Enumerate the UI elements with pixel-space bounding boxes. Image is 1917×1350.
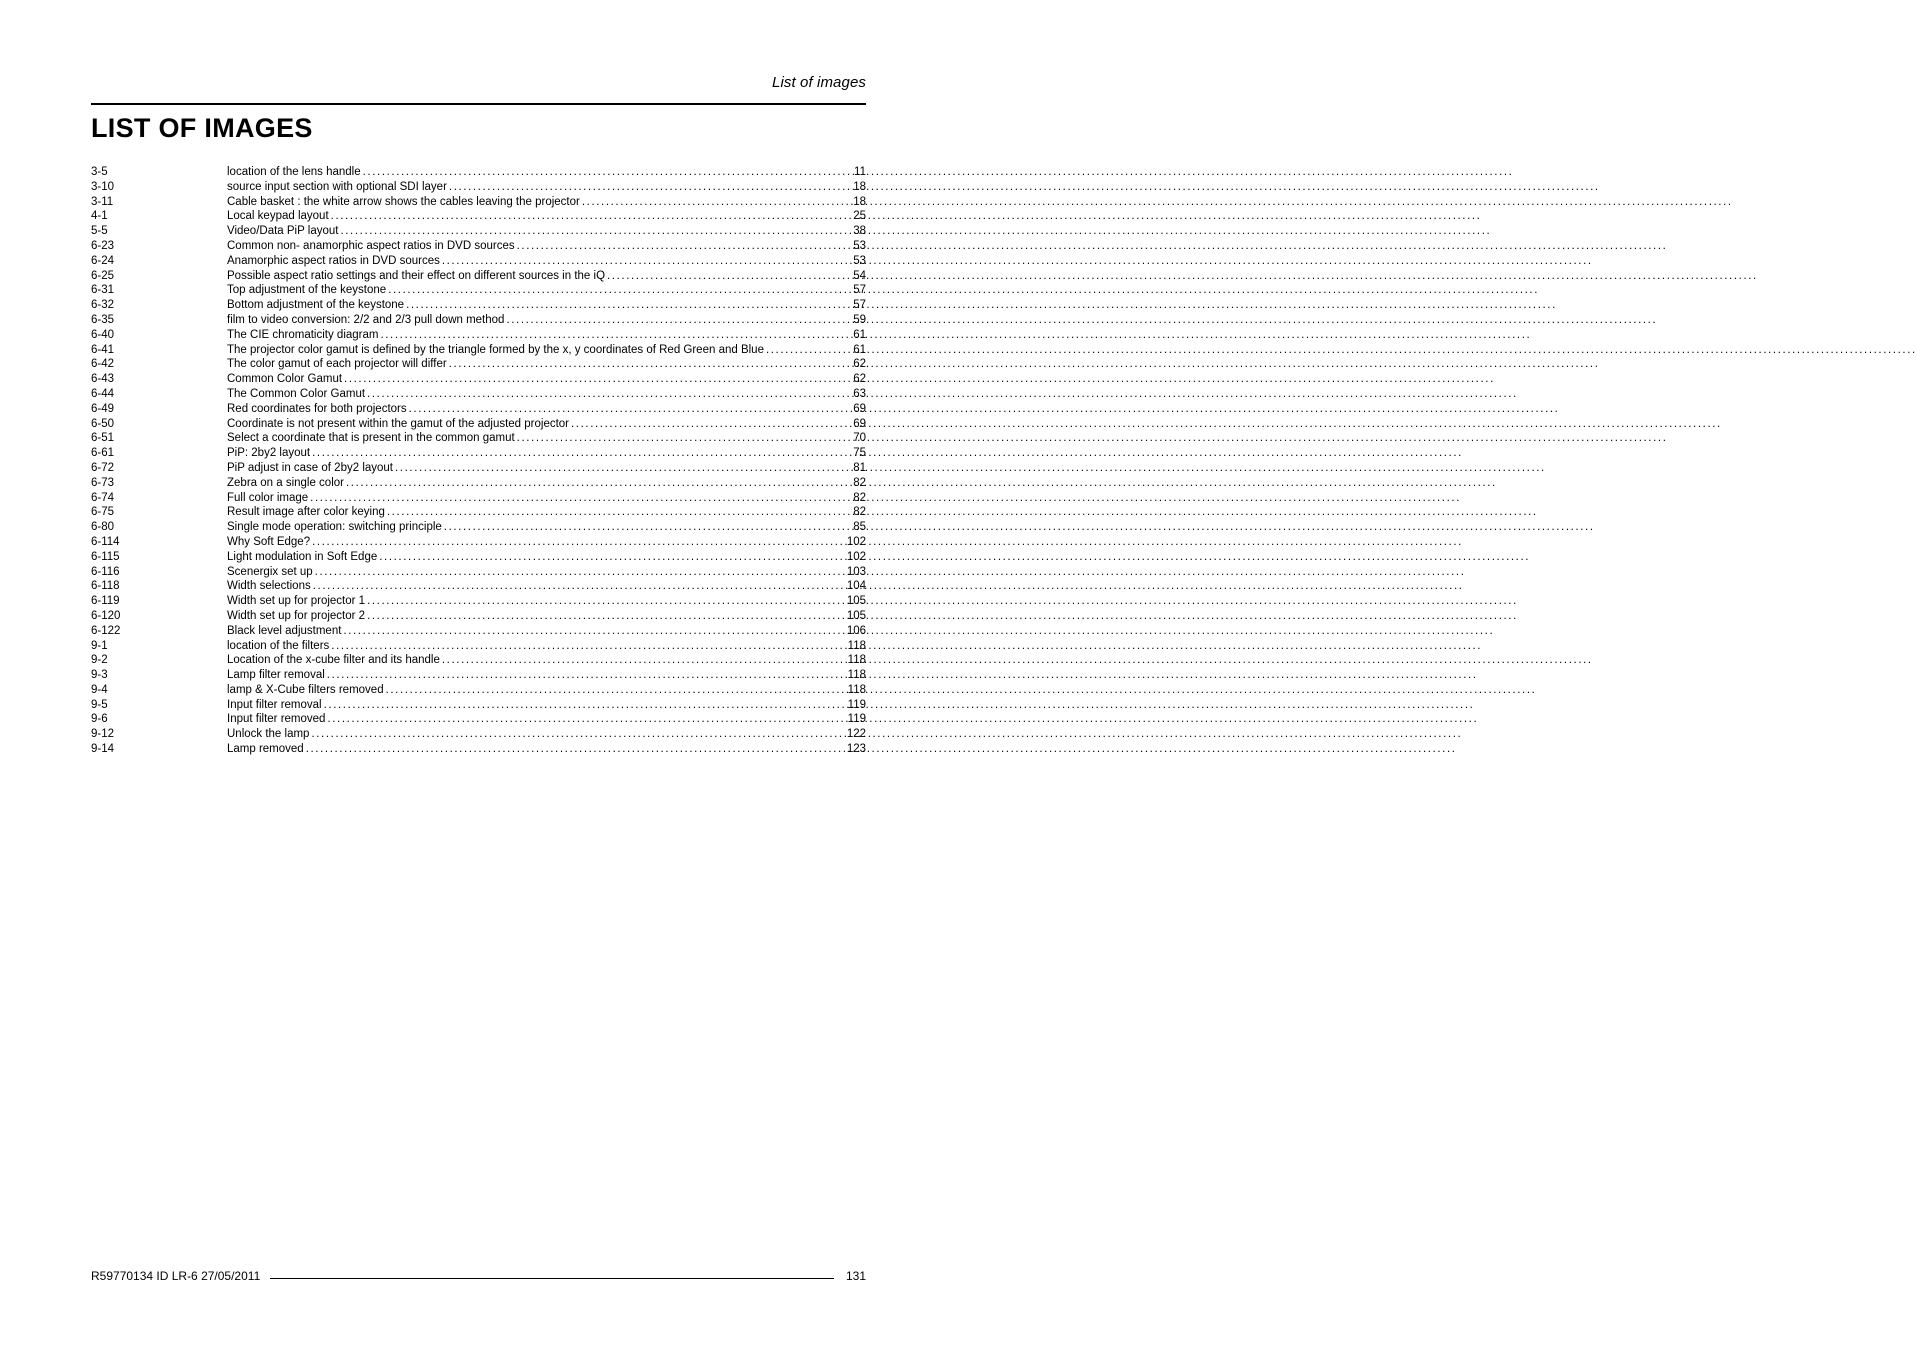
toc-entry[interactable]: [91, 639, 866, 654]
entry-title: Width set up for projector 2: [227, 609, 366, 622]
entry-number: 6-75: [91, 506, 115, 519]
entry-number: 6-51: [91, 432, 115, 445]
toc-entry[interactable]: [91, 609, 866, 624]
dot-leader: [442, 653, 846, 668]
dot-leader: [306, 742, 845, 757]
entry-page-number: 62: [853, 358, 866, 371]
entry-number: 3-11: [91, 195, 114, 208]
entry-title: Input filter removal: [227, 698, 322, 711]
dot-leader: [409, 402, 852, 417]
toc-entry[interactable]: [91, 165, 866, 180]
dot-leader: [331, 639, 845, 654]
entry-title: Top adjustment of the keystone: [227, 284, 387, 297]
entry-title: film to video conversion: 2/2 and 2/3 pull down method: [227, 313, 505, 326]
entry-title: Common non- anamorphic aspect ratios in DVD sources: [227, 239, 515, 252]
entry-number: 9-12: [91, 728, 115, 741]
entry-number: 6-118: [91, 580, 120, 593]
entry-page-number: 62: [853, 373, 866, 386]
dot-leader: [517, 431, 852, 446]
list-of-images: [91, 165, 866, 757]
dot-leader: [442, 254, 851, 269]
entry-number: 6-122: [91, 624, 121, 637]
entry-page-number: 69: [853, 417, 866, 430]
dot-leader: [340, 224, 851, 239]
toc-entry[interactable]: [91, 224, 866, 239]
dot-leader: [379, 550, 845, 565]
dot-leader: [517, 239, 852, 254]
entry-title: Select a coordinate that is present in the common gamut: [227, 432, 515, 445]
toc-entry[interactable]: [91, 417, 866, 432]
entry-number: 6-74: [91, 491, 115, 504]
entry-page-number: 103: [846, 565, 866, 578]
entry-number: 9-4: [91, 683, 108, 696]
entry-title: Possible aspect ratio settings and their effect on different sources in the iQ: [227, 269, 606, 282]
toc-entry[interactable]: [91, 535, 866, 550]
entry-number: 6-32: [91, 299, 115, 312]
entry-page-number: 57: [853, 299, 866, 312]
dot-leader: [506, 313, 851, 328]
entry-title: source input section with optional SDI layer: [227, 180, 447, 193]
entry-page-number: 105: [846, 609, 866, 622]
entry-number: 6-24: [91, 254, 115, 267]
entry-page-number: 106: [846, 624, 866, 637]
entry-title: Light modulation in Soft Edge: [227, 550, 378, 563]
entry-number: 6-80: [91, 521, 115, 534]
entry-title: Width selections: [227, 580, 311, 593]
toc-entry[interactable]: [91, 594, 866, 609]
entry-number: 6-25: [91, 269, 115, 282]
toc-entry[interactable]: [91, 254, 866, 269]
toc-entry[interactable]: [91, 313, 866, 328]
entry-title: Location of the x-cube filter and its handle: [227, 654, 440, 667]
entry-number: 9-14: [91, 743, 115, 756]
entry-number: 6-116: [91, 565, 120, 578]
entry-number: 6-119: [91, 595, 120, 608]
entry-number: 6-114: [91, 535, 120, 548]
entry-title: Black level adjustment: [227, 624, 342, 637]
entry-title: Local keypad layout: [227, 210, 329, 223]
entry-number: 6-43: [91, 373, 115, 386]
entry-page-number: 61: [853, 343, 866, 356]
entry-number: 4-1: [91, 210, 108, 223]
dot-leader: [607, 269, 851, 284]
dot-leader: [444, 520, 851, 535]
toc-entry[interactable]: [91, 328, 866, 343]
entry-number: 3-5: [91, 166, 108, 178]
dot-leader: [367, 594, 845, 609]
toc-entry[interactable]: [91, 298, 866, 313]
entry-page-number: 75: [853, 447, 866, 460]
entry-page-number: 118: [847, 683, 866, 696]
entry-title: Unlock the lamp: [227, 728, 310, 741]
toc-entry[interactable]: [91, 283, 866, 298]
entry-title: Anamorphic aspect ratios in DVD sources: [227, 254, 440, 267]
footer-doc-id: R59770134 ID LR-6 27/05/2011: [91, 1269, 261, 1283]
entry-page-number: 102: [846, 550, 866, 563]
dot-leader: [380, 328, 851, 343]
entry-page-number: 118: [847, 639, 866, 652]
dot-leader: [766, 343, 851, 358]
header-rule: [91, 103, 866, 105]
entry-number: 6-49: [91, 402, 115, 415]
dot-leader: [388, 283, 851, 298]
dot-leader: [367, 609, 845, 624]
entry-title: Red coordinates for both projectors: [227, 402, 407, 415]
toc-entry[interactable]: [91, 550, 866, 565]
entry-title: lamp & X-Cube filters removed: [227, 683, 384, 696]
toc-entry[interactable]: [91, 520, 866, 535]
entry-page-number: 104: [846, 580, 866, 593]
entry-title: Scenergix set up: [227, 565, 313, 578]
entry-page-number: 81: [853, 461, 866, 474]
dot-leader: [395, 461, 851, 476]
dot-leader: [571, 417, 851, 432]
entry-page-number: 118: [847, 654, 866, 667]
dot-leader: [344, 372, 851, 387]
entry-page-number: 119: [847, 698, 866, 711]
entry-title: Input filter removed: [227, 713, 326, 726]
entry-title: Full color image: [227, 491, 309, 504]
toc-entry[interactable]: [91, 742, 866, 757]
entry-page-number: 57: [853, 284, 866, 297]
dot-leader: [312, 446, 851, 461]
entry-title: Single mode operation: switching principle: [227, 521, 442, 534]
toc-entry[interactable]: [91, 476, 866, 491]
entry-page-number: 11: [854, 166, 866, 178]
entry-page-number: 70: [853, 432, 866, 445]
entry-number: 5-5: [91, 225, 108, 238]
entry-title: Lamp removed: [227, 743, 304, 756]
toc-entry[interactable]: [91, 712, 866, 727]
entry-page-number: 102: [846, 535, 866, 548]
entry-title: Video/Data PiP layout: [227, 225, 339, 238]
entry-title: Why Soft Edge?: [227, 535, 311, 548]
dot-leader: [449, 180, 851, 195]
entry-number: 6-44: [91, 387, 115, 400]
entry-page-number: 54: [853, 269, 866, 282]
toc-entry[interactable]: [91, 357, 866, 372]
toc-entry[interactable]: [91, 579, 866, 594]
entry-page-number: 105: [846, 595, 866, 608]
entry-page-number: 18: [853, 195, 866, 208]
dot-leader: [386, 683, 846, 698]
toc-entry[interactable]: [91, 402, 866, 417]
entry-number: 6-115: [91, 550, 120, 563]
entry-title: Cable basket : the white arrow shows the cables leaving the projector: [227, 195, 580, 208]
toc-entry[interactable]: [91, 461, 866, 476]
toc-entry[interactable]: [91, 387, 866, 402]
entry-title: The Common Color Gamut: [227, 387, 366, 400]
entry-title: location of the filters: [227, 639, 330, 652]
entry-page-number: 123: [846, 743, 866, 756]
entry-number: 6-40: [91, 328, 115, 341]
entry-number: 9-2: [91, 654, 108, 667]
dot-leader: [343, 624, 844, 639]
toc-entry[interactable]: [91, 653, 866, 668]
entry-title: The color gamut of each projector will differ: [227, 358, 447, 371]
entry-title: PiP: 2by2 layout: [227, 447, 311, 460]
entry-page-number: 53: [853, 254, 866, 267]
entry-number: 9-3: [91, 669, 108, 682]
running-header: List of images: [772, 74, 866, 91]
toc-entry[interactable]: [91, 505, 866, 520]
toc-entry[interactable]: [91, 698, 866, 713]
entry-number: 6-120: [91, 609, 121, 622]
entry-title: Width set up for projector 1: [227, 595, 366, 608]
entry-page-number: 85: [853, 521, 866, 534]
entry-title: The projector color gamut is defined by the triangle formed by the x, y coordinates of Red Green and Blue: [227, 343, 764, 356]
entry-page-number: 53: [853, 239, 866, 252]
toc-entry[interactable]: [91, 624, 866, 639]
footer-page-number: 131: [845, 1269, 866, 1283]
dot-leader: [310, 491, 851, 506]
entry-page-number: 119: [847, 713, 866, 726]
footer-rule: [270, 1278, 834, 1279]
entry-number: 6-35: [91, 313, 115, 326]
entry-number: 6-72: [91, 461, 115, 474]
entry-page-number: 118: [847, 669, 866, 682]
entry-title: Common Color Gamut: [227, 373, 343, 386]
dot-leader: [582, 195, 851, 210]
page-footer: [91, 1269, 866, 1283]
toc-entry[interactable]: [91, 431, 866, 446]
entry-title: PiP adjust in case of 2by2 layout: [227, 461, 394, 474]
entry-page-number: 122: [846, 728, 866, 741]
toc-entry[interactable]: [91, 727, 866, 742]
dot-leader: [387, 505, 851, 520]
toc-entry[interactable]: [91, 269, 866, 284]
entry-number: 3-10: [91, 180, 115, 193]
entry-page-number: 59: [853, 313, 866, 326]
dot-leader: [327, 712, 845, 727]
entry-title: Zebra on a single color: [227, 476, 344, 489]
entry-number: 6-41: [91, 343, 115, 356]
toc-entry[interactable]: [91, 180, 866, 195]
dot-leader: [313, 579, 845, 594]
dot-leader: [331, 209, 852, 224]
dot-leader: [363, 165, 852, 180]
toc-entry[interactable]: [91, 565, 866, 580]
entry-number: 9-6: [91, 713, 108, 726]
entry-number: 9-1: [91, 639, 108, 652]
dot-leader: [406, 298, 851, 313]
dot-leader: [327, 668, 846, 683]
toc-entry[interactable]: [91, 491, 866, 506]
toc-entry[interactable]: [91, 239, 866, 254]
toc-entry[interactable]: [91, 195, 866, 210]
toc-entry[interactable]: [91, 683, 866, 698]
dot-leader: [312, 535, 845, 550]
toc-entry[interactable]: [91, 372, 866, 387]
entry-page-number: 69: [853, 402, 866, 415]
entry-title: Coordinate is not present within the gamut of the adjusted projector: [227, 417, 570, 430]
dot-leader: [367, 387, 851, 402]
entry-number: 6-23: [91, 239, 115, 252]
toc-entry[interactable]: [91, 209, 866, 224]
toc-entry[interactable]: [91, 668, 866, 683]
toc-entry[interactable]: [91, 446, 866, 461]
entry-page-number: 82: [853, 476, 866, 489]
dot-leader: [311, 727, 844, 742]
entry-page-number: 63: [853, 387, 866, 400]
dot-leader: [449, 357, 852, 372]
entry-title: Lamp filter removal: [227, 669, 325, 682]
entry-page-number: 61: [853, 328, 866, 341]
entry-number: 6-61: [91, 447, 115, 460]
entry-title: Result image after color keying: [227, 506, 385, 519]
entry-title: Bottom adjustment of the keystone: [227, 299, 405, 312]
entry-number: 6-31: [91, 284, 115, 297]
page-title: LIST OF IMAGES: [91, 113, 313, 143]
entry-page-number: 18: [853, 180, 866, 193]
dot-leader: [315, 565, 845, 580]
toc-entry[interactable]: [91, 343, 866, 358]
entry-number: 6-50: [91, 417, 115, 430]
entry-title: The CIE chromaticity diagram: [227, 328, 379, 341]
entry-page-number: 82: [853, 506, 866, 519]
entry-page-number: 82: [853, 491, 866, 504]
entry-number: 6-73: [91, 476, 115, 489]
entry-page-number: 38: [853, 225, 866, 238]
entry-number: 9-5: [91, 698, 108, 711]
entry-title: location of the lens handle: [227, 166, 361, 178]
entry-page-number: 25: [853, 210, 866, 223]
dot-leader: [324, 698, 846, 713]
dot-leader: [346, 476, 851, 491]
entry-number: 6-42: [91, 358, 115, 371]
